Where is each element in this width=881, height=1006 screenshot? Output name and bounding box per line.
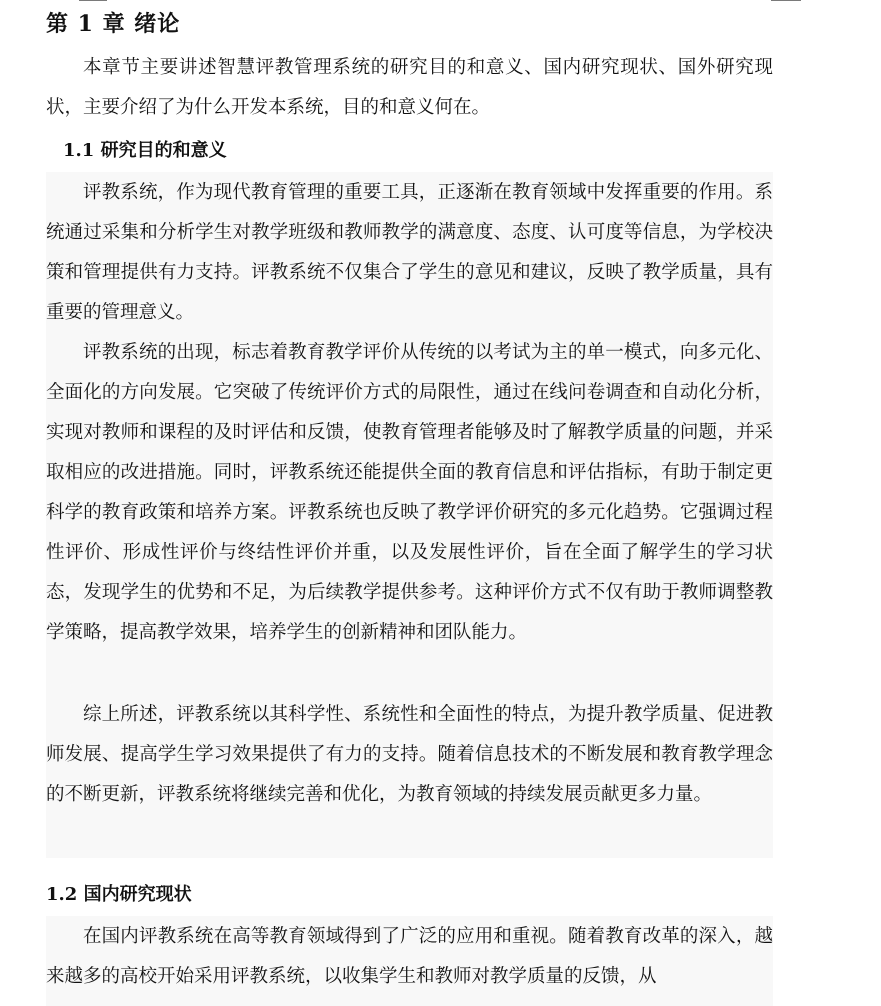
chapter-title: 第 1 章 绪论 xyxy=(46,11,181,37)
page-corner-mark-left xyxy=(79,0,107,1)
section-1-1-paragraph-2: 评教系统的出现，标志着教育教学评价从传统的以考试为主的单一模式，向多元化、全面化的方向发展。它突破了传统评价方式的局限性，通过在线问卷调查和自动化分析，实现对教师和课程的及时评估和反馈，使教育管理者能够及时了解教学质量的问题，并采取相应的改进措施。同时，评教系统还能提供全面的教育信息和评估指标，有助于制定更科学的教育政策和培养方案。评教系统也反映了教学评价研究的多元化趋势。它强调过程性评价、形成性评价与终结性评价并重，以及发展性评价，旨在全面了解学生的学习状态，发现学生的优势和不足，为后续教学提供参考。这种评价方式不仅有助于教师调整教学策略，提高教学效果，培养学生的创新精神和团队能力。 xyxy=(46,342,773,643)
section-1-2-paragraph-1: 在国内评教系统在高等教育领域得到了广泛的应用和重视。随着教育改革的深入，越来越多的高校开始采用评教系统，以收集学生和教师对教学质量的反馈，从 xyxy=(46,926,773,987)
page-corner-mark-right xyxy=(771,0,801,1)
section-1-1-paragraph-1: 评教系统，作为现代教育管理的重要工具，正逐渐在教育领域中发挥重要的作用。系统通过采集和分析学生对教学班级和教师教学的满意度、态度、认可度等信息，为学校决策和管理提供有力支持。评教系统不仅集合了学生的意见和建议，反映了教学质量，具有重要的管理意义。 xyxy=(46,182,773,323)
section-title-1-1: 1.1 研究目的和意义 xyxy=(63,140,227,161)
chapter-intro-paragraph: 本章节主要讲述智慧评教管理系统的研究目的和意义、国内研究现状、国外研究现状，主要介绍了为什么开发本系统，目的和意义何在。 xyxy=(46,57,773,118)
section-1-1-paragraph-3: 综上所述，评教系统以其科学性、系统性和全面性的特点，为提升教学质量、促进教师发展、提高学生学习效果提供了有力的支持。随着信息技术的不断发展和教育教学理念的不断更新，评教系统将继续完善和优化，为教育领域的持续发展贡献更多力量。 xyxy=(46,704,773,805)
section-title-1-2: 1.2 国内研究现状 xyxy=(46,884,192,905)
